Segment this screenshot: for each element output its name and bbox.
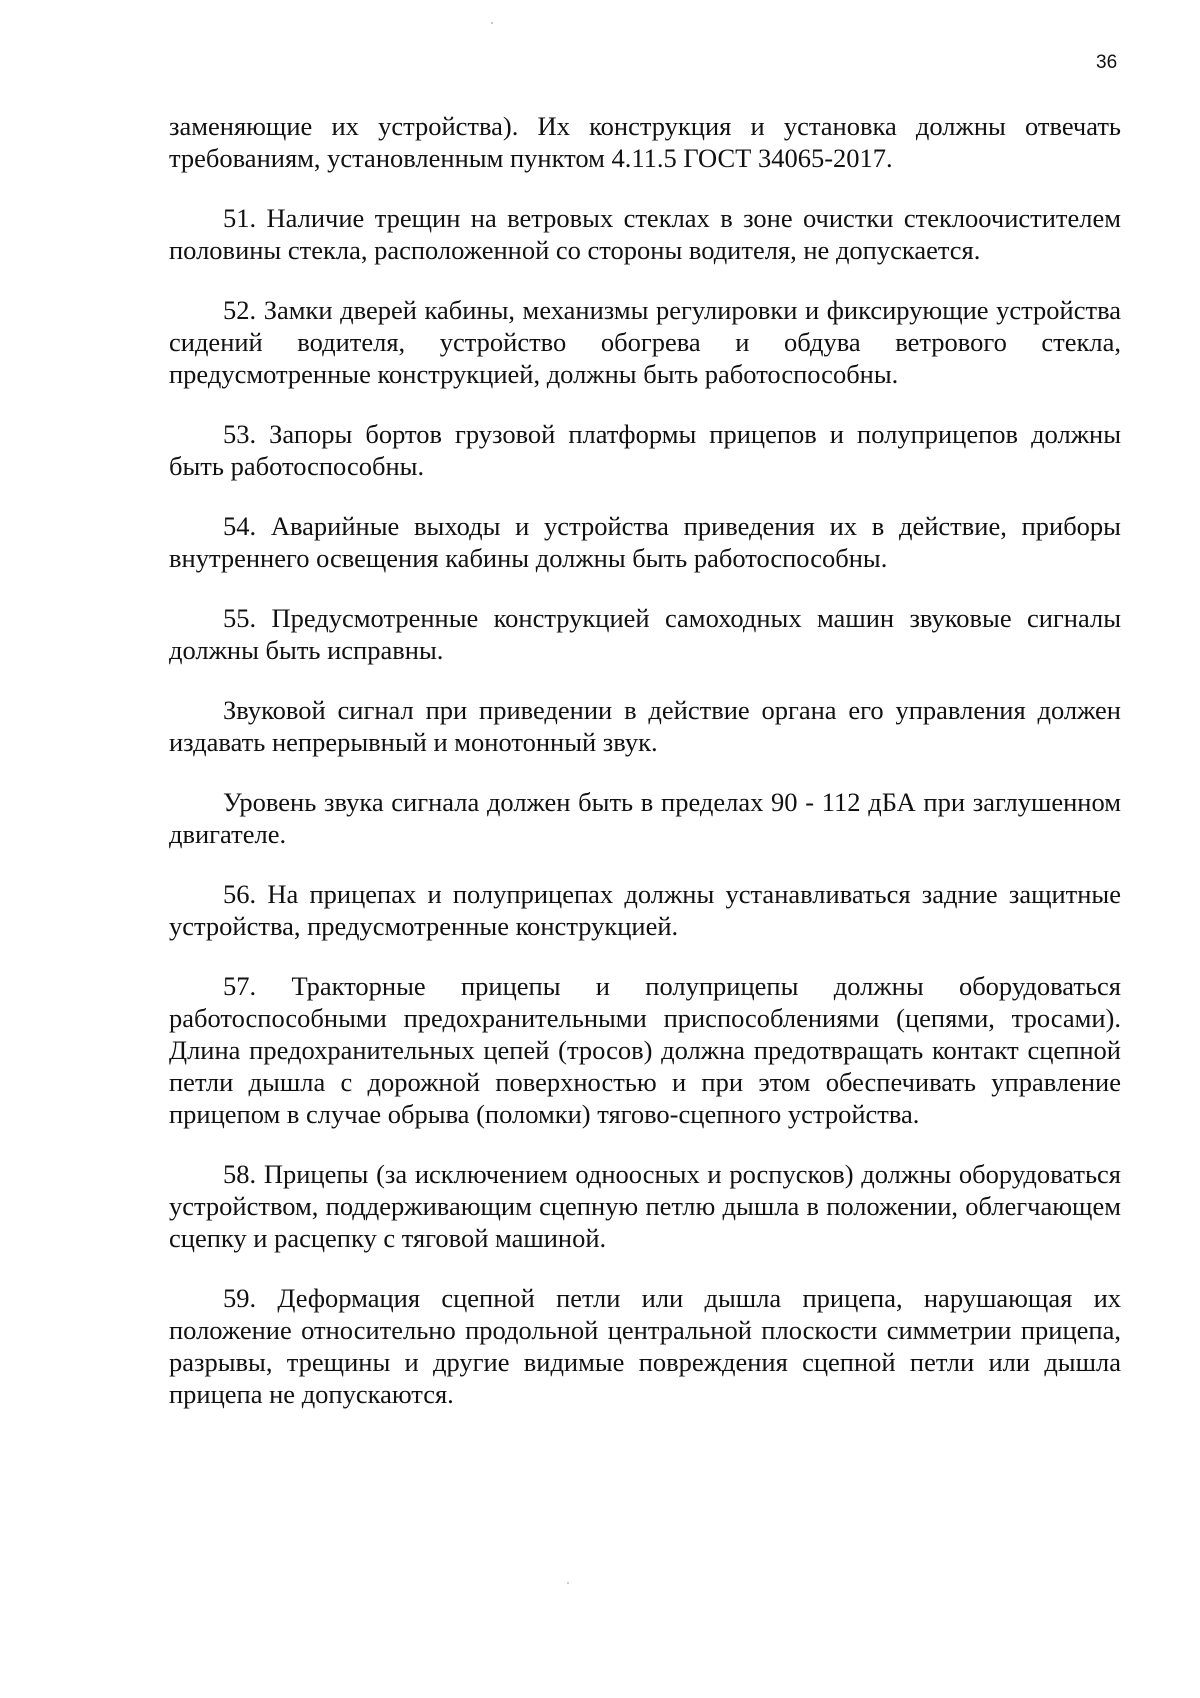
scan-speck — [491, 22, 493, 24]
page-number: 36 — [1096, 52, 1118, 73]
paragraph-continuation: заменяющие их устройства). Их конструкция и установка должны отвечать требованиям, установленным пунктом 4.11.5 ГОСТ 34065-2017. — [169, 111, 1121, 173]
paragraph-sound-signal: Звуковой сигнал при приведении в действие органа его управления должен издавать непрерывный и монотонный звук. — [169, 695, 1121, 757]
paragraph-item-51: 51. Наличие трещин на ветровых стеклах в зоне очистки стеклоочистителем половины стекла, расположенной со стороны водителя, не допускается. — [169, 203, 1121, 265]
paragraph-item-58: 58. Прицепы (за исключением одноосных и роспусков) должны оборудоваться устройством, поддерживающим сцепную петлю дышла в положении, облегчающем сцепку и расцепку с тяговой машиной. — [169, 1159, 1121, 1253]
scan-speck — [567, 1582, 569, 1584]
paragraph-sound-level: Уровень звука сигнала должен быть в пределах 90 - 112 дБА при заглушенном двигателе. — [169, 787, 1121, 849]
document-body — [169, 110, 1121, 1438]
paragraph-item-56: 56. На прицепах и полуприцепах должны устанавливаться задние защитные устройства, предусмотренные конструкцией. — [169, 879, 1121, 941]
paragraph-item-57: 57. Тракторные прицепы и полуприцепы должны оборудоваться работоспособными предохранительными приспособлениями (цепями, тросами). Длина предохранительных цепей (тросов) должна предотвращать контакт сцепной петли дышла с дорожной поверхностью и при этом обеспечивать управление прицепом в случае обрыва (поломки) тягово-сцепного устройства. — [169, 971, 1121, 1129]
paragraph-item-52: 52. Замки дверей кабины, механизмы регулировки и фиксирующие устройства сидений водителя, устройство обогрева и обдува ветрового стекла, предусмотренные конструкцией, должны быть работоспособны. — [169, 295, 1121, 389]
paragraph-item-53: 53. Запоры бортов грузовой платформы прицепов и полуприцепов должны быть работоспособны. — [169, 419, 1121, 481]
paragraph-item-59: 59. Деформация сцепной петли или дышла прицепа, нарушающая их положение относительно продольной центральной плоскости симметрии прицепа, разрывы, трещины и другие видимые повреждения сцепной петли или дышла прицепа не допускаются. — [169, 1283, 1121, 1409]
paragraph-item-54: 54. Аварийные выходы и устройства приведения их в действие, приборы внутреннего освещения кабины должны быть работоспособны. — [169, 511, 1121, 573]
paragraph-item-55: 55. Предусмотренные конструкцией самоходных машин звуковые сигналы должны быть исправны. — [169, 603, 1121, 665]
